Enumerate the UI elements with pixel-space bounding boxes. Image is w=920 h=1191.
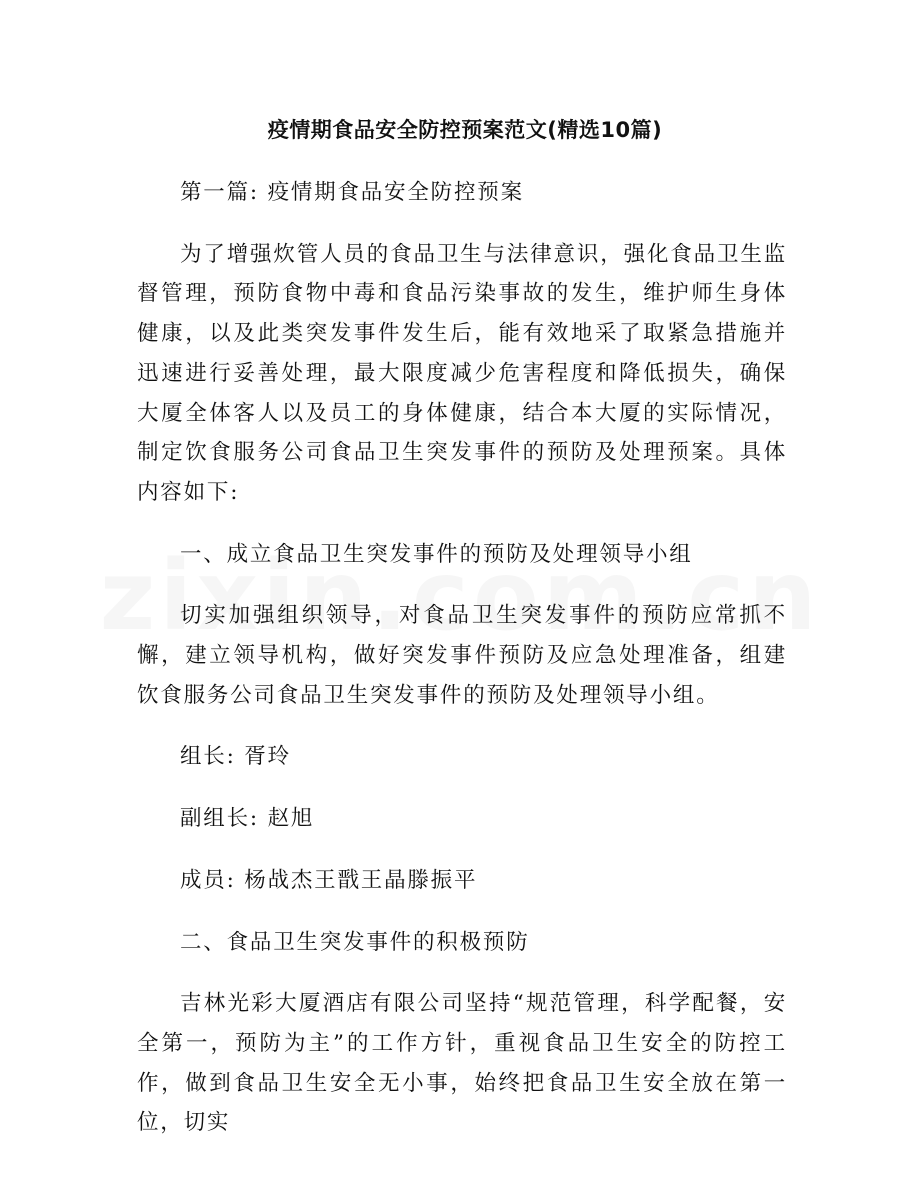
- part2-paragraph: 吉林光彩大厦酒店有限公司坚持“规范管理，科学配餐，安全第一，预防为主”的工作方针，重视食品卫生安全的防控工作，做到食品卫生安全无小事，始终把食品卫生安全放在第一位，切实: [137, 991, 787, 1136]
- members-line: 成员: 杨战杰王戬王晶滕振平: [180, 867, 478, 893]
- leader-line: 组长: 胥玲: [180, 744, 291, 770]
- part1-paragraph: 切实加强组织领导，对食品卫生突发事件的预防应常抓不懈，建立领导机构，做好突发事件预防及应急处理准备，组建饮食服务公司食品卫生突发事件的预防及处理领导小组。: [137, 603, 787, 708]
- page-title: 疫情期食品安全防控预案范文(精选10篇): [267, 118, 663, 142]
- document-body: [137, 173, 787, 1143]
- intro-paragraph: 为了增强炊管人员的食品卫生与法律意识，强化食品卫生监督管理，预防食物中毒和食品污染事故的发生，维护师生身体健康，以及此类突发事件发生后，能有效地采了取紧急措施并迅速进行妥善处理，最大限度减少危害程度和降低损失，确保大厦全体客人以及员工的身体健康，结合本大厦的实际情况，制定饮食服务公司食品卫生突发事件的预防及处理预案。具体内容如下:: [137, 241, 787, 505]
- section-heading-1: 第一篇: 疫情期食品安全防控预案: [180, 180, 524, 205]
- deputy-leader-line: 副组长: 赵旭: [180, 806, 315, 832]
- part2-heading: 二、食品卫生突发事件的积极预防: [180, 929, 530, 955]
- part1-heading: 一、成立食品卫生突发事件的预防及处理领导小组: [180, 541, 693, 567]
